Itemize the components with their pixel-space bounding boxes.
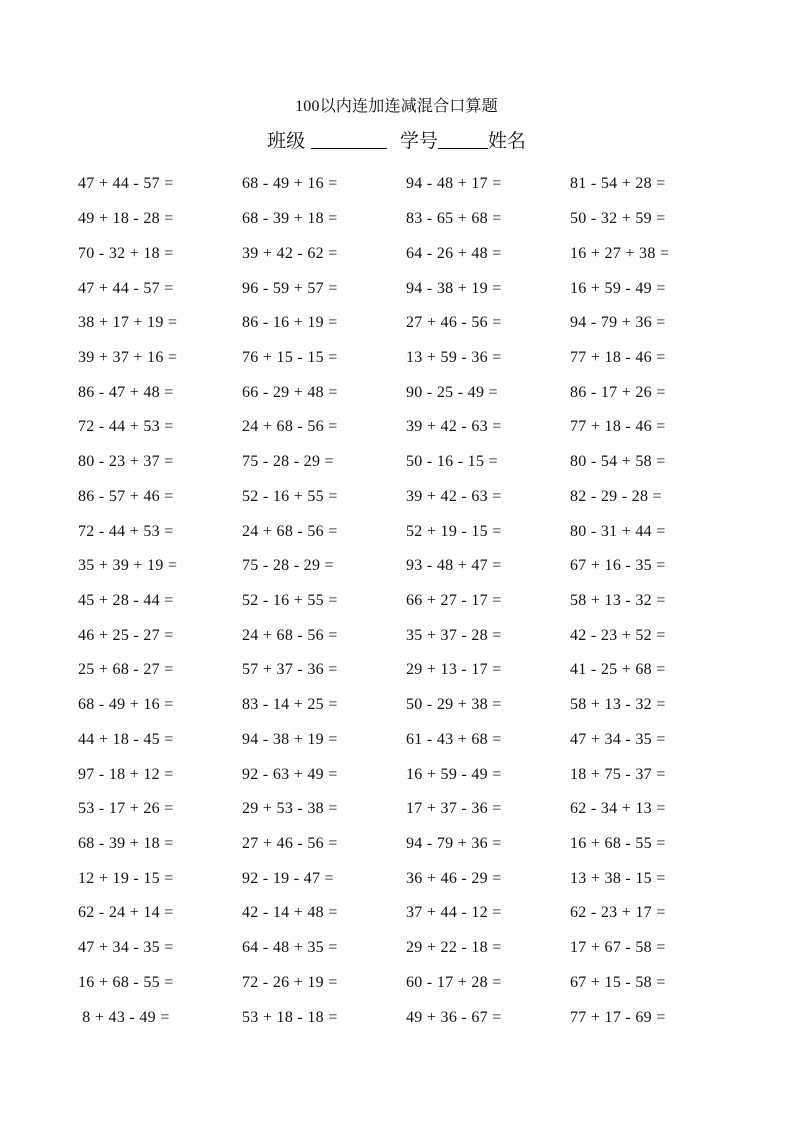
math-problem: 13 + 38 - 15 = — [570, 869, 666, 887]
math-problem: 68 - 49 + 16 = — [242, 175, 338, 193]
math-problem: 92 - 63 + 49 = — [242, 765, 338, 783]
problem-row — [78, 618, 734, 653]
math-problem: 36 + 46 - 29 = — [406, 869, 502, 887]
math-problem: 12 + 19 - 15 = — [78, 869, 174, 887]
math-problem: 39 + 42 - 62 = — [242, 244, 338, 262]
math-problem: 24 + 68 - 56 = — [242, 418, 338, 436]
math-problem: 62 - 24 + 14 = — [78, 904, 174, 922]
math-problem: 62 - 34 + 13 = — [570, 800, 666, 818]
math-problem: 44 + 18 - 45 = — [78, 730, 174, 748]
math-problem: 37 + 44 - 12 = — [406, 904, 502, 922]
math-problem: 68 - 49 + 16 = — [78, 696, 174, 714]
math-problem: 52 - 16 + 55 = — [242, 591, 338, 609]
problem-row — [78, 236, 734, 271]
math-problem: 46 + 25 - 27 = — [78, 626, 174, 644]
math-problem: 53 + 18 - 18 = — [242, 1008, 338, 1026]
math-problem: 67 + 15 - 58 = — [570, 973, 666, 991]
math-problem: 25 + 68 - 27 = — [78, 661, 174, 679]
problem-row — [78, 271, 734, 306]
math-problem: 35 + 37 - 28 = — [406, 626, 502, 644]
math-problem: 72 - 26 + 19 = — [242, 973, 338, 991]
problem-row — [78, 445, 734, 480]
math-problem: 75 - 28 - 29 = — [242, 453, 334, 471]
problem-row — [78, 479, 734, 514]
math-problem: 72 - 44 + 53 = — [78, 418, 174, 436]
math-problem: 94 - 38 + 19 = — [406, 279, 502, 297]
math-problem: 86 - 47 + 48 = — [78, 383, 174, 401]
math-problem: 16 + 68 - 55 = — [570, 835, 666, 853]
problem-row — [78, 688, 734, 723]
math-problem: 13 + 59 - 36 = — [406, 348, 502, 366]
problem-row — [78, 375, 734, 410]
math-problem: 86 - 57 + 46 = — [78, 487, 174, 505]
problem-row — [78, 966, 734, 1001]
math-problem: 57 + 37 - 36 = — [242, 661, 338, 679]
math-problem: 8 + 43 - 49 = — [78, 1008, 170, 1026]
math-problem: 16 + 59 - 49 = — [406, 765, 502, 783]
math-problem: 66 - 29 + 48 = — [242, 383, 338, 401]
problem-grid — [78, 167, 734, 1035]
math-problem: 47 + 44 - 57 = — [78, 279, 174, 297]
math-problem: 68 - 39 + 18 = — [78, 835, 174, 853]
problem-row — [78, 306, 734, 341]
math-problem: 49 + 36 - 67 = — [406, 1008, 502, 1026]
page-title: 100以内连加连减混合口算题 — [295, 98, 498, 115]
math-problem: 52 - 16 + 55 = — [242, 487, 338, 505]
math-problem: 47 + 44 - 57 = — [78, 175, 174, 193]
math-problem: 92 - 19 - 47 = — [242, 869, 334, 887]
math-problem: 24 + 68 - 56 = — [242, 522, 338, 540]
class-label: 班级 — [267, 131, 306, 152]
problem-row — [78, 792, 734, 827]
math-problem: 61 - 43 + 68 = — [406, 730, 502, 748]
math-problem: 76 + 15 - 15 = — [242, 348, 338, 366]
problem-row — [78, 861, 734, 896]
math-problem: 47 + 34 - 35 = — [78, 939, 174, 957]
math-problem: 38 + 17 + 19 = — [78, 314, 178, 332]
problem-row — [78, 584, 734, 619]
math-problem: 81 - 54 + 28 = — [570, 175, 666, 193]
math-problem: 27 + 46 - 56 = — [242, 835, 338, 853]
math-problem: 86 - 17 + 26 = — [570, 383, 666, 401]
math-problem: 67 + 16 - 35 = — [570, 557, 666, 575]
math-problem: 17 + 67 - 58 = — [570, 939, 666, 957]
math-problem: 39 + 42 - 63 = — [406, 418, 502, 436]
math-problem: 80 - 31 + 44 = — [570, 522, 666, 540]
math-problem: 53 - 17 + 26 = — [78, 800, 174, 818]
math-problem: 45 + 28 - 44 = — [78, 591, 174, 609]
math-problem: 68 - 39 + 18 = — [242, 210, 338, 228]
math-problem: 29 + 22 - 18 = — [406, 939, 502, 957]
math-problem: 27 + 46 - 56 = — [406, 314, 502, 332]
math-problem: 49 + 18 - 28 = — [78, 210, 174, 228]
math-problem: 39 + 42 - 63 = — [406, 487, 502, 505]
problem-row — [78, 896, 734, 931]
student-number-label: 学号 — [399, 131, 438, 152]
problem-row — [78, 757, 734, 792]
math-problem: 83 - 14 + 25 = — [242, 696, 338, 714]
math-problem: 93 - 48 + 47 = — [406, 557, 502, 575]
math-problem: 94 - 38 + 19 = — [242, 730, 338, 748]
math-problem: 80 - 54 + 58 = — [570, 453, 666, 471]
math-problem: 18 + 75 - 37 = — [570, 765, 666, 783]
math-problem: 96 - 59 + 57 = — [242, 279, 338, 297]
problem-row — [78, 827, 734, 862]
problem-row — [78, 514, 734, 549]
math-problem: 72 - 44 + 53 = — [78, 522, 174, 540]
math-problem: 70 - 32 + 18 = — [78, 244, 174, 262]
math-problem: 29 + 53 - 38 = — [242, 800, 338, 818]
math-problem: 97 - 18 + 12 = — [78, 765, 174, 783]
math-problem: 35 + 39 + 19 = — [78, 557, 178, 575]
math-problem: 94 - 79 + 36 = — [406, 835, 502, 853]
math-problem: 47 + 34 - 35 = — [570, 730, 666, 748]
math-problem: 29 + 13 - 17 = — [406, 661, 502, 679]
math-problem: 42 - 23 + 52 = — [570, 626, 666, 644]
math-problem: 50 - 16 - 15 = — [406, 453, 498, 471]
problem-row — [78, 202, 734, 237]
student-name-label: 姓名 — [487, 131, 526, 152]
problem-row — [78, 341, 734, 376]
math-problem: 80 - 23 + 37 = — [78, 453, 174, 471]
problem-row — [78, 167, 734, 202]
math-problem: 52 + 19 - 15 = — [406, 522, 502, 540]
problem-row — [78, 410, 734, 445]
math-problem: 17 + 37 - 36 = — [406, 800, 502, 818]
math-problem: 77 + 17 - 69 = — [570, 1008, 666, 1026]
student-number-blank — [438, 130, 488, 149]
math-problem: 24 + 68 - 56 = — [242, 626, 338, 644]
math-problem: 64 - 48 + 35 = — [242, 939, 338, 957]
problem-row — [78, 653, 734, 688]
math-problem: 77 + 18 - 46 = — [570, 348, 666, 366]
math-problem: 94 - 79 + 36 = — [570, 314, 666, 332]
math-problem: 42 - 14 + 48 = — [242, 904, 338, 922]
math-problem: 16 + 27 + 38 = — [570, 244, 670, 262]
math-problem: 58 + 13 - 32 = — [570, 591, 666, 609]
math-problem: 90 - 25 - 49 = — [406, 383, 498, 401]
class-blank — [311, 130, 387, 149]
math-problem: 58 + 13 - 32 = — [570, 696, 666, 714]
math-problem: 50 - 29 + 38 = — [406, 696, 502, 714]
math-problem: 66 + 27 - 17 = — [406, 591, 502, 609]
math-problem: 64 - 26 + 48 = — [406, 244, 502, 262]
problem-row — [78, 723, 734, 758]
math-problem: 77 + 18 - 46 = — [570, 418, 666, 436]
math-problem: 86 - 16 + 19 = — [242, 314, 338, 332]
problem-row — [78, 1000, 734, 1035]
math-problem: 83 - 65 + 68 = — [406, 210, 502, 228]
math-problem: 60 - 17 + 28 = — [406, 973, 502, 991]
student-info-line — [0, 126, 793, 153]
math-problem: 62 - 23 + 17 = — [570, 904, 666, 922]
math-problem: 39 + 37 + 16 = — [78, 348, 178, 366]
math-problem: 41 - 25 + 68 = — [570, 661, 666, 679]
math-problem: 16 + 68 - 55 = — [78, 973, 174, 991]
math-problem: 16 + 59 - 49 = — [570, 279, 666, 297]
math-problem: 75 - 28 - 29 = — [242, 557, 334, 575]
math-problem: 82 - 29 - 28 = — [570, 487, 662, 505]
problem-row — [78, 549, 734, 584]
math-problem: 94 - 48 + 17 = — [406, 175, 502, 193]
problem-row — [78, 931, 734, 966]
math-problem: 50 - 32 + 59 = — [570, 210, 666, 228]
